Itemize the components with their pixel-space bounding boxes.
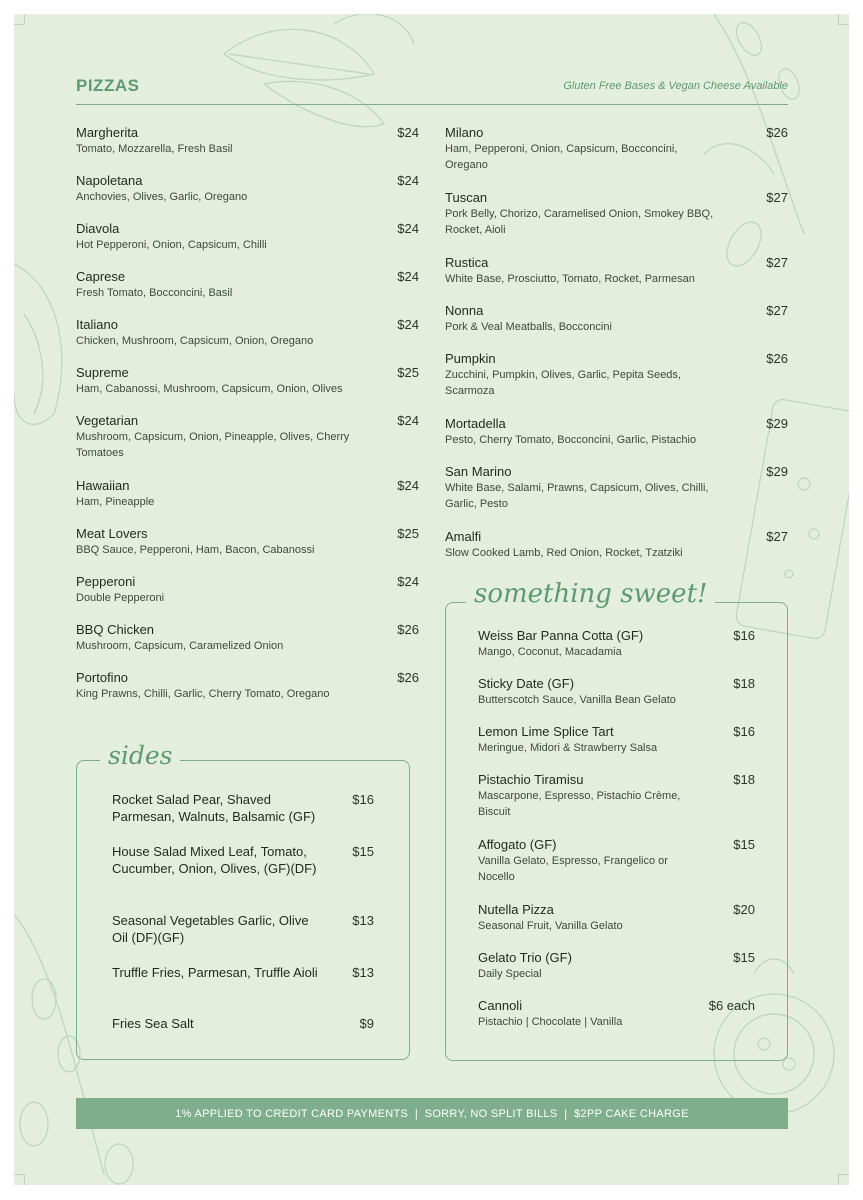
item-name: Affogato (GF) xyxy=(478,837,557,852)
item-desc: Hot Pepperoni, Onion, Capsicum, Chilli xyxy=(76,239,267,251)
item-price: $26 xyxy=(397,622,419,637)
side-name: Fries Sea Salt xyxy=(112,1016,194,1031)
item-name: Caprese xyxy=(76,269,126,284)
item-desc: Zucchini, Pumpkin, Olives, Garlic, Pepita Seeds, Scarmoza xyxy=(445,369,681,397)
item-desc: Mascarpone, Espresso, Pistachio Crème, Biscuit xyxy=(478,790,681,818)
item-price: $24 xyxy=(397,221,419,236)
item-name: Nonna xyxy=(445,303,484,318)
item-price: $24 xyxy=(397,317,419,332)
item-desc: Butterscotch Sauce, Vanilla Bean Gelato xyxy=(478,694,676,706)
item-desc: Mango, Coconut, Macadamia xyxy=(478,646,622,658)
item-name: Pepperoni xyxy=(76,574,136,589)
item-desc: Pork & Veal Meatballs, Bocconcini xyxy=(445,321,612,333)
item-price: $18 xyxy=(733,772,755,787)
item-price: $24 xyxy=(397,574,419,589)
item-desc: Pesto, Cherry Tomato, Bocconcini, Garlic, Pistachio xyxy=(445,434,697,446)
item-name: Mortadella xyxy=(445,416,506,431)
item-desc: Tomato, Mozzarella, Fresh Basil xyxy=(76,143,233,155)
menu-item xyxy=(76,268,419,316)
menu-item xyxy=(445,415,788,463)
item-desc: King Prawns, Chilli, Garlic, Cherry Tomato, Oregano xyxy=(76,688,330,700)
item-desc: Fresh Tomato, Bocconcini, Basil xyxy=(76,287,233,299)
item-name: Meat Lovers xyxy=(76,526,148,541)
side-name: Truffle Fries, Parmesan, Truffle Aioli xyxy=(112,965,318,980)
item-price: $20 xyxy=(733,902,755,917)
item-price: $26 xyxy=(766,125,788,140)
menu-item xyxy=(76,220,419,268)
dessert-item xyxy=(478,901,755,949)
dietary-note: Gluten Free Bases & Vegan Cheese Available xyxy=(563,80,788,92)
item-desc: Pistachio | Chocolate | Vanilla xyxy=(478,1016,623,1028)
item-price: $26 xyxy=(397,670,419,685)
menu-item xyxy=(76,124,419,172)
item-price: $27 xyxy=(766,529,788,544)
item-desc: Mushroom, Capsicum, Onion, Pineapple, Olives, Cherry Tomatoes xyxy=(76,431,350,459)
item-desc: Ham, Cabanossi, Mushroom, Capsicum, Onion, Olives xyxy=(76,383,343,395)
item-price: $24 xyxy=(397,478,419,493)
item-name: Lemon Lime Splice Tart xyxy=(478,724,614,739)
dessert-title: something sweet! xyxy=(466,579,715,609)
item-desc: Chicken, Mushroom, Capsicum, Onion, Oregano xyxy=(76,335,314,347)
side-name: Rocket Salad Pear, Shaved Parmesan, Walnuts, Balsamic (GF) xyxy=(112,792,316,824)
item-desc: Double Pepperoni xyxy=(76,592,165,604)
item-price: $27 xyxy=(766,303,788,318)
section-title-pizzas: PIZZAS xyxy=(76,76,140,95)
side-name: House Salad Mixed Leaf, Tomato, Cucumber, Onion, Olives, (GF)(DF) xyxy=(112,844,317,876)
header-divider xyxy=(76,104,788,105)
side-price: $15 xyxy=(352,844,374,859)
item-desc: Mushroom, Capsicum, Caramelized Onion xyxy=(76,640,284,652)
item-price: $25 xyxy=(397,365,419,380)
item-name: Pumpkin xyxy=(445,351,496,366)
item-name: Tuscan xyxy=(445,190,488,205)
footer-banner xyxy=(76,1098,788,1129)
item-desc: Seasonal Fruit, Vanilla Gelato xyxy=(478,920,623,932)
item-name: Sticky Date (GF) xyxy=(478,676,575,691)
item-name: Supreme xyxy=(76,365,129,380)
item-name: Pistachio Tiramisu xyxy=(478,772,584,787)
menu-item xyxy=(445,254,788,302)
item-desc: White Base, Salami, Prawns, Capsicum, Olives, Chilli, Garlic, Pesto xyxy=(445,482,709,510)
menu-item xyxy=(445,463,788,528)
dessert-item xyxy=(478,836,755,901)
item-price: $15 xyxy=(733,950,755,965)
side-name: Seasonal Vegetables Garlic, Olive Oil (DF)(GF) xyxy=(112,913,309,945)
item-price: $16 xyxy=(733,628,755,643)
pizza-column-left xyxy=(76,124,419,717)
item-desc: Daily Special xyxy=(478,968,542,980)
side-price: $9 xyxy=(359,1016,374,1031)
item-price: $26 xyxy=(766,351,788,366)
item-price: $25 xyxy=(397,526,419,541)
dessert-item xyxy=(478,997,755,1037)
item-price: $29 xyxy=(766,464,788,479)
side-item xyxy=(112,843,374,912)
item-price: $15 xyxy=(733,837,755,852)
item-price: $24 xyxy=(397,413,419,428)
pizza-column-right xyxy=(445,124,788,576)
footer-text: 1% APPLIED TO CREDIT CARD PAYMENTS | SORRY, NO SPLIT BILLS | $2PP CAKE CHARGE xyxy=(175,1107,689,1120)
menu-item xyxy=(445,189,788,254)
side-price: $16 xyxy=(352,792,374,807)
item-desc: Vanilla Gelato, Espresso, Frangelico or Nocello xyxy=(478,855,668,883)
item-price: $24 xyxy=(397,173,419,188)
item-name: Italiano xyxy=(76,317,118,332)
menu-item xyxy=(76,669,419,717)
item-name: Gelato Trio (GF) xyxy=(478,950,572,965)
menu-item xyxy=(76,621,419,669)
item-name: Amalfi xyxy=(445,529,482,544)
item-desc: White Base, Prosciutto, Tomato, Rocket, Parmesan xyxy=(445,273,695,285)
item-name: Rustica xyxy=(445,255,489,270)
item-desc: Slow Cooked Lamb, Red Onion, Rocket, Tzatziki xyxy=(445,547,683,559)
dessert-list xyxy=(478,627,755,1037)
item-name: Napoletana xyxy=(76,173,143,188)
item-name: San Marino xyxy=(445,464,512,479)
menu-item xyxy=(76,316,419,364)
item-price: $27 xyxy=(766,255,788,270)
item-name: Portofino xyxy=(76,670,129,685)
item-name: Weiss Bar Panna Cotta (GF) xyxy=(478,628,644,643)
dessert-item xyxy=(478,771,755,836)
sides-list xyxy=(112,791,374,1045)
menu-item xyxy=(76,573,419,621)
item-price: $27 xyxy=(766,190,788,205)
side-item xyxy=(112,1015,374,1045)
item-desc: BBQ Sauce, Pepperoni, Ham, Bacon, Cabanossi xyxy=(76,544,315,556)
menu-item xyxy=(76,172,419,220)
side-item xyxy=(112,912,374,964)
item-price: $16 xyxy=(733,724,755,739)
item-name: Diavola xyxy=(76,221,120,236)
item-price: $6 each xyxy=(708,998,755,1013)
sides-title: sides xyxy=(100,741,180,770)
dessert-item xyxy=(478,723,755,771)
item-price: $24 xyxy=(397,269,419,284)
dessert-item xyxy=(478,627,755,675)
side-price: $13 xyxy=(352,913,374,928)
menu-item xyxy=(76,364,419,412)
item-desc: Anchovies, Olives, Garlic, Oregano xyxy=(76,191,248,203)
menu-page xyxy=(14,14,849,1185)
item-price: $24 xyxy=(397,125,419,140)
item-price: $29 xyxy=(766,416,788,431)
side-item xyxy=(112,791,374,843)
item-name: Cannoli xyxy=(478,998,523,1013)
menu-item xyxy=(445,302,788,350)
item-desc: Ham, Pepperoni, Onion, Capsicum, Bocconcini, Oregano xyxy=(445,143,678,171)
menu-item xyxy=(445,350,788,415)
menu-item xyxy=(76,477,419,525)
item-desc: Pork Belly, Chorizo, Caramelised Onion, Smokey BBQ, Rocket, Aioli xyxy=(445,208,714,236)
menu-item xyxy=(76,412,419,477)
item-name: Vegetarian xyxy=(76,413,139,428)
item-name: Margherita xyxy=(76,125,139,140)
item-name: BBQ Chicken xyxy=(76,622,155,637)
item-desc: Ham, Pineapple xyxy=(76,496,155,508)
menu-item xyxy=(445,528,788,576)
dessert-item xyxy=(478,675,755,723)
item-name: Nutella Pizza xyxy=(478,902,554,917)
dessert-item xyxy=(478,949,755,997)
item-desc: Meringue, Midori & Strawberry Salsa xyxy=(478,742,658,754)
item-name: Hawaiian xyxy=(76,478,130,493)
side-item xyxy=(112,964,374,1015)
side-price: $13 xyxy=(352,965,374,980)
menu-item xyxy=(445,124,788,189)
item-price: $18 xyxy=(733,676,755,691)
menu-item xyxy=(76,525,419,573)
item-name: Milano xyxy=(445,125,484,140)
